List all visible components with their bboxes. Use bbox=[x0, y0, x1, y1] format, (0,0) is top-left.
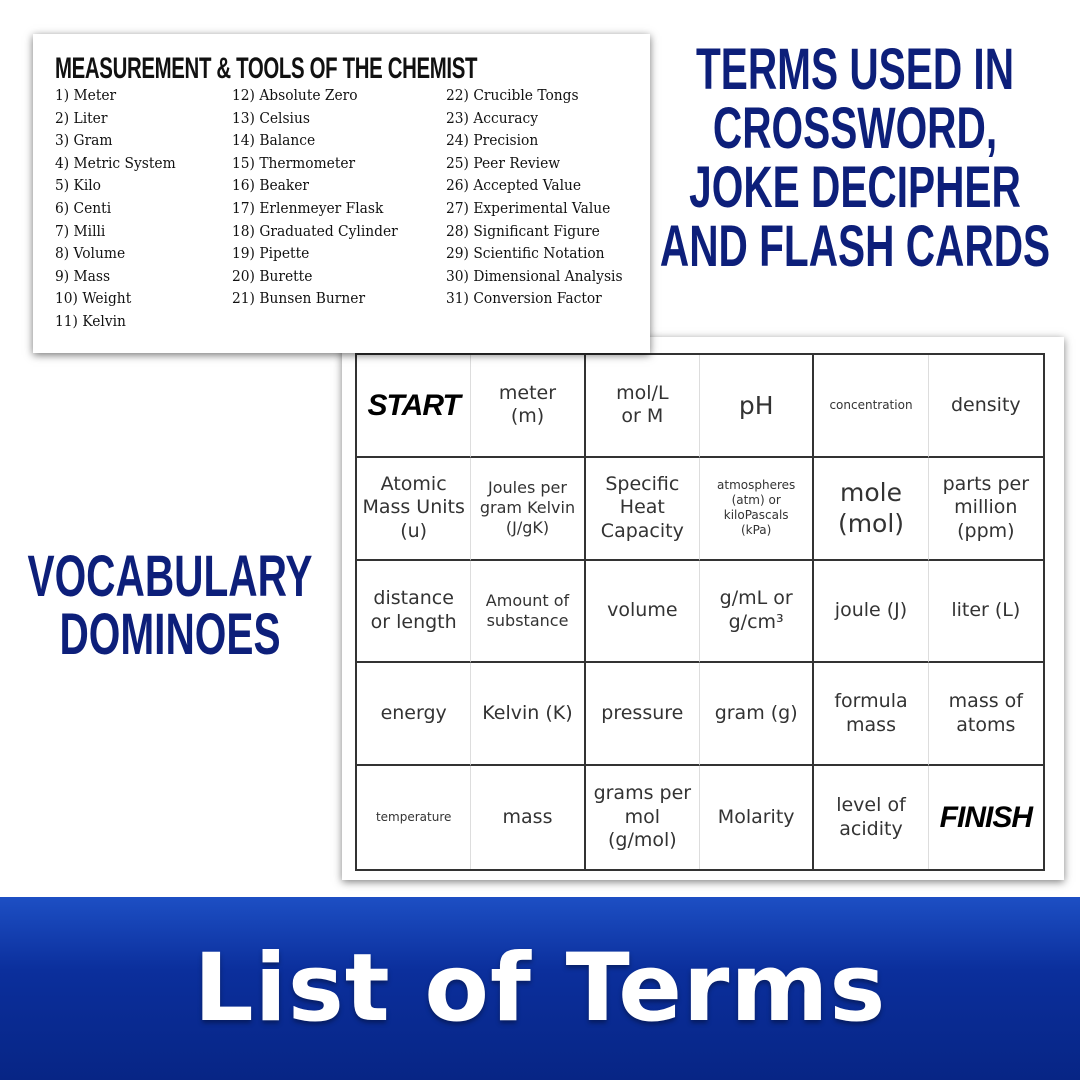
banner-title: List of Terms bbox=[193, 934, 887, 1043]
domino-cell: meter (m) bbox=[471, 355, 585, 458]
domino-cell: energy bbox=[357, 663, 471, 766]
domino-cell: FINISH bbox=[939, 800, 1032, 834]
term-list-title: MEASUREMENT & TOOLS OF THE CHEMIST bbox=[55, 52, 478, 85]
domino-cell: mol/L or M bbox=[586, 355, 700, 458]
domino-cell: parts per million (ppm) bbox=[929, 458, 1043, 561]
domino-cell: volume bbox=[586, 561, 700, 664]
domino-cell: distance or length bbox=[357, 561, 471, 664]
term-item: 1) Meter bbox=[55, 86, 117, 104]
crossword-heading: TERMS USED IN CROSSWORD, JOKE DECIPHER AND FLASH CARDS bbox=[659, 37, 1051, 279]
term-item: 24) Precision bbox=[446, 131, 539, 150]
term-item: 25) Peer Review bbox=[446, 153, 561, 172]
domino-cell: Atomic Mass Units (u) bbox=[357, 458, 471, 561]
term-column-1 bbox=[55, 86, 186, 335]
term-item: 18) Graduated Cylinder bbox=[232, 221, 398, 240]
domino-cell: pH bbox=[700, 355, 814, 458]
domino-cell: mass bbox=[471, 766, 585, 869]
term-item: 21) Bunsen Burner bbox=[232, 289, 366, 308]
term-item: 12) Absolute Zero bbox=[232, 86, 358, 104]
dominoes-heading: VOCABULARY DOMINOES bbox=[27, 544, 313, 667]
term-item: 23) Accuracy bbox=[446, 108, 538, 127]
term-item: 2) Liter bbox=[55, 108, 108, 127]
domino-cell: mass of atoms bbox=[929, 663, 1043, 766]
term-list-card bbox=[33, 34, 650, 353]
term-item: 4) Metric System bbox=[55, 153, 176, 172]
term-item: 26) Accepted Value bbox=[446, 176, 582, 195]
domino-cell: formula mass bbox=[814, 663, 928, 766]
banner bbox=[0, 897, 1080, 1080]
domino-cell: Molarity bbox=[700, 766, 814, 869]
term-item: 31) Conversion Factor bbox=[446, 289, 602, 308]
term-item: 27) Experimental Value bbox=[446, 198, 611, 217]
domino-cell: concentration bbox=[814, 355, 928, 458]
domino-cell: temperature bbox=[357, 766, 471, 869]
domino-cell: joule (J) bbox=[814, 561, 928, 664]
domino-cell: gram (g) bbox=[700, 663, 814, 766]
term-item: 6) Centi bbox=[55, 198, 112, 217]
term-item: 13) Celsius bbox=[232, 108, 310, 127]
term-item: 7) Milli bbox=[55, 221, 106, 240]
term-item: 15) Thermometer bbox=[232, 153, 356, 172]
term-item: 30) Dimensional Analysis bbox=[446, 266, 623, 285]
term-item: 5) Kilo bbox=[55, 176, 101, 195]
term-item: 20) Burette bbox=[232, 266, 313, 285]
domino-cell: liter (L) bbox=[929, 561, 1043, 664]
domino-cell: level of acidity bbox=[814, 766, 928, 869]
domino-cell: Amount of substance bbox=[471, 561, 585, 664]
term-item: 16) Beaker bbox=[232, 176, 309, 195]
domino-cell: g/mL or g/cm³ bbox=[700, 561, 814, 664]
term-item: 8) Volume bbox=[55, 244, 126, 263]
term-item: 9) Mass bbox=[55, 266, 111, 285]
term-item: 10) Weight bbox=[55, 289, 132, 308]
domino-cell: density bbox=[929, 355, 1043, 458]
term-column-2 bbox=[232, 86, 412, 312]
dominoes-grid bbox=[355, 353, 1045, 871]
domino-cell: atmospheres (atm) or kiloPascals (kPa) bbox=[700, 458, 814, 561]
domino-cell: Specific Heat Capacity bbox=[586, 458, 700, 561]
term-item: 22) Crucible Tongs bbox=[446, 86, 579, 104]
term-item: 3) Gram bbox=[55, 131, 113, 150]
term-item: 11) Kelvin bbox=[55, 311, 126, 330]
term-item: 17) Erlenmeyer Flask bbox=[232, 198, 384, 217]
domino-cell: Kelvin (K) bbox=[471, 663, 585, 766]
domino-cell: Joules per gram Kelvin (J/gK) bbox=[471, 458, 585, 561]
term-item: 19) Pipette bbox=[232, 244, 310, 263]
domino-cell: pressure bbox=[586, 663, 700, 766]
term-item: 28) Significant Figure bbox=[446, 221, 600, 240]
domino-cell: grams per mol (g/mol) bbox=[586, 766, 700, 869]
domino-cell: START bbox=[357, 355, 471, 458]
term-item: 14) Balance bbox=[232, 131, 316, 150]
term-column-3 bbox=[446, 86, 638, 312]
dominoes-sheet bbox=[342, 337, 1064, 880]
term-item: 29) Scientific Notation bbox=[446, 244, 605, 263]
domino-cell: mole (mol) bbox=[814, 458, 928, 561]
